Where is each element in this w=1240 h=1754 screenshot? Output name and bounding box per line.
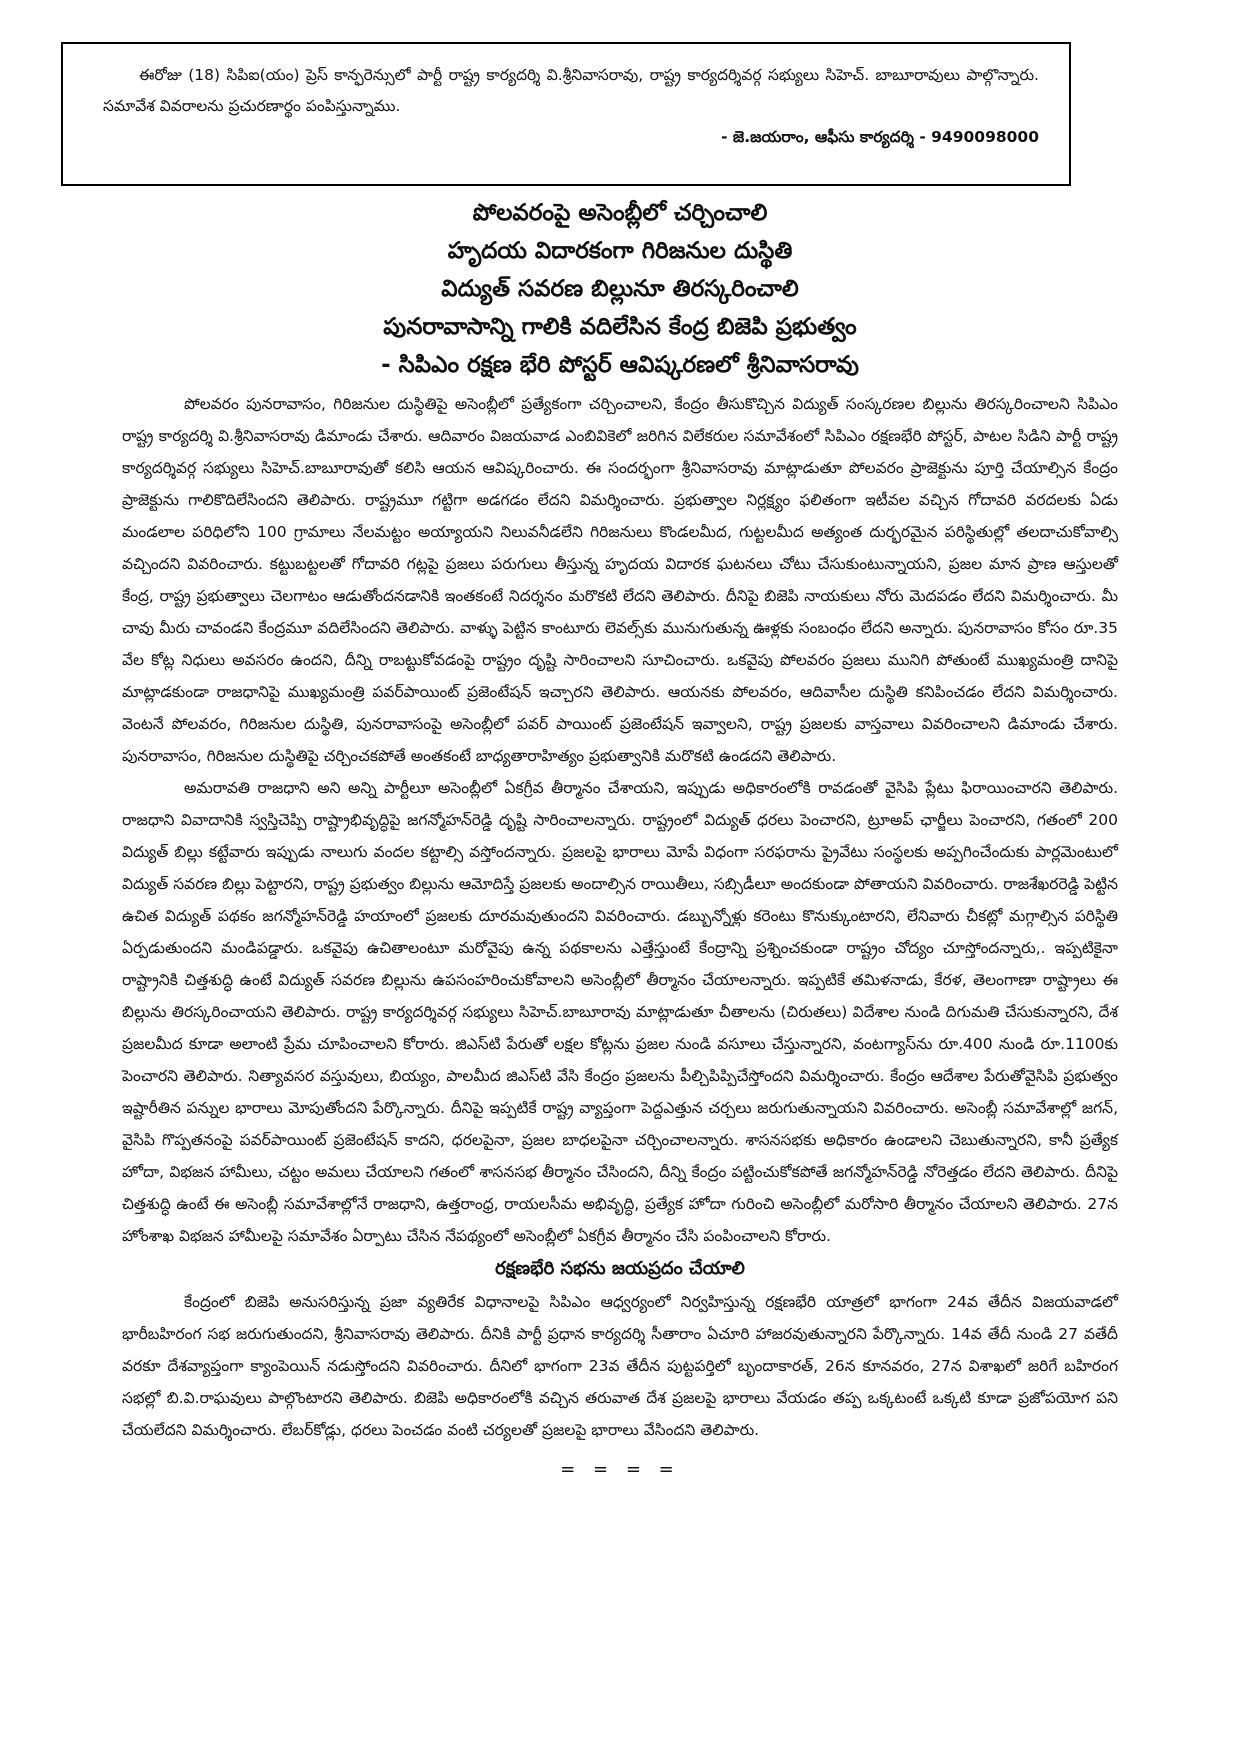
headline-5: - సిపిఎం రక్షణ భేరి పోస్టర్ ఆవిష్కరణలో శ్రీనివాసరావు	[381, 352, 859, 378]
headline-2: హృదయ విదారకంగా గిరిజనుల దుస్థితి	[447, 238, 793, 264]
paragraph-3: కేంద్రంలో బిజెపి అనుసరిస్తున్న ప్రజా వ్యతిరేక విధానాలపై సిపిఎం ఆధ్వర్యంలో నిర్వహిస్తున్న రక్షణభేరి యాత్రలో భాగంగా 24వ తేదీన విజయవాడలో భారీబహిరంగ సభ జరుగుతుందని, శ్రీనివాసరావు తెలిపారు. దీనికి పార్టీ ప్రధాన కార్యదర్శి సీతారాం ఏచూరి హాజరవుతున్నారని పేర్కొన్నారు. 14వ తేదీ నుండి 27 వతేదీ వరకూ దేశవ్యాప్తంగా క్యాంపెయిన్ నడుస్తోందని వివరించారు. దీనిలో భాగంగా 23వ తేదీన పుట్టపర్తిలో బృందాకారత్, 26న కూనవరం, 27న విశాఖలో జరిగే బహిరంగ సభల్లో బి.వి.రాఘవులు పాల్గొంటారని తెలిపారు. బిజెపి అధికారంలోకి వచ్చిన తరువాత దేశ ప్రజలపై భారాలు వేయడం తప్ప ఒక్కటంటే ఒక్కటి కూడా ప్రజోపయోగ పని చేయలేదని విమర్శించారు. లేబర్‌కోడ్లు, ధరలు పెంచడం వంటి చర్యలతో ప్రజలపై భారాలు వేసిందని తెలిపారు.	[122, 1293, 1118, 1439]
headline-3: విద్యుత్ సవరణ బిల్లునూ తిరస్కరించాలి	[441, 276, 799, 302]
paragraph-1: పోలవరం పునరావాసం, గిరిజనుల దుస్థితిపై అసెంబ్లీలో ప్రత్యేకంగా చర్చించాలని, కేంద్రం తీసుకొచ్చిన విద్యుత్ సంస్కరణల బిల్లును తిరస్కరించాలని సిపిఎం రాష్ట్ర కార్యదర్శి వి.శ్రీనివాసరావు డిమాండు చేశారు. ఆదివారం విజయవాడ ఎంబివికెలో జరిగిన విలేకరుల సమావేశంలో సిపిఎం రక్షణభేరి పోస్టర్, పాటల సిడిని పార్టీ రాష్ట్ర కార్యదర్శివర్గ సభ్యులు సిహెచ్.బాబూరావుతో కలిసి ఆయన ఆవిష్కరించారు. ఈ సందర్భంగా శ్రీనివాసరావు మాట్లాడుతూ పోలవరం ప్రాజెక్టును పూర్తి చేయాల్సిన కేంద్రం ప్రాజెక్టును గాలికొదిలేసిందని తెలిపారు. రాష్ట్రమూ గట్టిగా అడగడం లేదని విమర్శించారు. ప్రభుత్వాల నిర్లక్ష్యం ఫలితంగా ఇటీవల వచ్చిన గోదావరి వరదలకు ఏడు మండలాల పరిధిలోని 100 గ్రామాలు నేలమట్టం అయ్యాయని నిలువనీడలేని గిరిజనులు కొండలమీద, గుట్టలమీద అత్యంత దుర్భరమైన పరిస్థితుల్లో తలదాచుకోవాల్సి వచ్చిందని వివరించారు. కట్టుబట్టలతో గోదావరి గట్లపై ప్రజలు పరుగులు తీస్తున్న హృదయ విదారక ఘటనలు చోటు చేసుకుంటున్నాయని, ప్రజల మాన ప్రాణ ఆస్తులతో కేంద్ర, రాష్ట్ర ప్రభుత్వాలు చెలగాటం ఆడుతోందనడానికి ఇంతకంటే నిదర్శనం మరొకటి లేదని తెలిపారు. దీనిపై బిజెపి నాయకులు నోరు మెదపడం లేదని విమర్శించారు. మీ చావు మీరు చావండని కేంద్రమూ వదిలేసిందని తెలిపారు. వాళ్ళు పెట్టిన కాంటూరు లెవల్స్‌కు మునుగుతున్న ఊళ్లకు సంబంధం లేదని అన్నారు. పునరావాసం కోసం రూ.35 వేల కోట్ల నిధులు అవసరం ఉందని, దీన్ని రాబట్టుకోవడంపై రాష్ట్రం దృష్టి సారించాలని సూచించారు. ఒకవైపు పోలవరం ప్రజలు మునిగి పోతుంటే ముఖ్యమంత్రి దానిపై మాట్లాడకుండా రాజధానిపై ముఖ్యమంత్రి పవర్‌పాయింట్ ప్రజెంటేషన్ ఇచ్చారని తెలిపారు. ఆయనకు పోలవరం, ఆదివాసీల దుస్థితి కనిపించడం లేదని విమర్శించారు. వెంటనే పోలవరం, గిరిజనుల దుస్థితి, పునరావాసంపై అసెంబ్లీలో పవర్ పాయింట్ ప్రజెంటేషన్ ఇవ్వాలని, రాష్ట్ర ప్రజలకు వాస్తవాలు వివరించాలని డిమాండు చేశారు. పునరావాసం, గిరిజనుల దుస్థితిపై చర్చించకపోతే అంతకంటే బాధ్యతారాహిత్యం ప్రభుత్వానికి మరొకటి ఉండదని తెలిపారు.	[122, 395, 1118, 765]
end-mark: = = = =	[560, 1459, 680, 1480]
paragraph-2: అమరావతి రాజధాని అని అన్ని పార్టీలూ అసెంబ్లీలో ఏకగ్రీవ తీర్మానం చేశాయని, ఇప్పుడు అధికారంలోకి రావడంతో వైసిపి ప్లేటు ఫిరాయించారని తెలిపారు. రాజధాని వివాదానికి స్వస్తిచెప్పి రాష్ట్రాభివృద్ధిపై జగన్మోహన్‌రెడ్డి దృష్టి సారించాలన్నారు. రాష్ట్రంలో విద్యుత్ ధరలు పెంచారని, ట్రూఅప్ ఛార్జీలు పెంచారని, గతంలో 200 విద్యుత్ బిల్లు కట్టేవారు ఇప్పుడు నాలుగు వందల కట్టాల్సి వస్తోందన్నారు. ప్రజలపై భారాలు మోపే విధంగా సరఫరాను ప్రైవేటు సంస్థలకు అప్పగించేందుకు పార్లమెంటులో విద్యుత్ సవరణ బిల్లు పెట్టారని, రాష్ట్ర ప్రభుత్వం బిల్లును ఆమోదిస్తే ప్రజలకు అందాల్సిన రాయితీలు, సబ్సిడీలూ అందకుండా పోతాయని వివరించారు. రాజశేఖరరెడ్డి పెట్టిన ఉచిత విద్యుత్ పథకం జగన్మోహన్‌రెడ్డి హయాంలో ప్రజలకు దూరమవుతుందని వివరించారు. డబ్బున్నోళ్లు కరెంటు కొనుక్కుంటారని, లేనివారు చీకట్లో మగ్గాల్సిన పరిస్థితి ఏర్పడుతుందని మండిపడ్డారు. ఒకవైపు ఉచితాలంటూ మరోవైపు ఉన్న పథకాలను ఎత్తేస్తుంటే కేంద్రాన్ని ప్రశ్నించకుండా రాష్ట్రం చోద్యం చూస్తోందన్నారు,. ఇప్పటికైనా రాష్ట్రానికి చిత్తశుద్ధి ఉంటే విద్యుత్ సవరణ బిల్లును ఉపసంహరించుకోవాలని అసెంబ్లీలో తీర్మానం చేయాలన్నారు. ఇప్పటికే తమిళనాడు, కేరళ, తెలంగాణా రాష్ట్రాలు ఈ బిల్లును తిరస్కరించాయని తెలిపారు. రాష్ట్ర కార్యదర్శివర్గ సభ్యులు సిహెచ్.బాబూరావు మాట్లాడుతూ చీతాలను (చిరుతలు) విదేశాల నుండి దిగుమతి చేసుకున్నారని, దేశ ప్రజలమీద కూడా అలాంటి ప్రేమ చూపించాలని కోరారు. జిఎస్‌టి పేరుతో లక్షల కోట్లను ప్రజల నుండి వసూలు చేస్తున్నారని, వంటగ్యాస్‌ను రూ.400 నుండి రూ.1100కు పెంచారని తెలిపారు. నిత్యావసర వస్తువులు, బియ్యం, పాలమీద జిఎస్‌టి వేసి కేంద్రం ప్రజలను పీల్చిపిప్పిచేస్తోందని విమర్శించారు. కేంద్రం ఆదేశాల పేరుతోవైసిపి ప్రభుత్వం ఇష్టారీతిన పన్నుల భారాలు మోపుతోందని పేర్కొన్నారు. దీనిపై ఇప్పటికే రాష్ట్ర వ్యాప్తంగా పెద్దఎత్తున చర్చలు జరుగుతున్నాయని వివరించారు. అసెంబ్లీ సమావేశాల్లో జగన్, వైసిపి గొప్పతనంపై పవర్‌పాయింట్ ప్రజెంటేషన్ కాదని, ధరలపైనా, ప్రజల బాధలపైనా చర్చించాలన్నారు. శాసనసభకు అధికారం ఉండాలని చెబుతున్నారని, కానీ ప్రత్యేక హోదా, విభజన హామీలు, చట్టం అమలు చేయాలని గతంలో శాసనసభ తీర్మానం చేసిందని, దీన్ని కేంద్రం పట్టించుకోకపోతే జగన్మోహన్‌రెడ్డి నోరెత్తడం లేదని తెలిపారు. దీనిపై చిత్తశుద్ధి ఉంటే ఈ అసెంబ్లీ సమావేశాల్లోనే రాజధాని, ఉత్తరాంధ్ర, రాయలసీమ అభివృద్ధి, ప్రత్యేక హోదా గురించి అసెంబ్లీలో మరోసారి తీర్మానం చేయాలని తెలిపారు. 27న హోంశాఖ విభజన హామీలపై సమావేశం ఏర్పాటు చేసిన నేపథ్యంలో అసెంబ్లీలో ఏకగ్రీవ తీర్మానం చేసి పంపించాలని కోరారు.	[122, 779, 1118, 1245]
press-note-signature: - జె.జయరాం, ఆఫీసు కార్యదర్శి - 9490098000	[721, 128, 1039, 146]
press-note-text: ఈరోజు (18) సిపిఐ(యం) ప్రెస్ కాన్ఫరెన్సులో పార్టీ రాష్ట్ర కార్యదర్శి వి.శ్రీనివాసరావు, రాష్ట్ర కార్యదర్శివర్గ సభ్యులు సిహెచ్. బాబూరావులు పాల్గొన్నారు. సమావేశ వివరాలను ప్రచురణార్థం పంపిస్తున్నాము.	[103, 66, 1039, 115]
headline-block	[150, 194, 1090, 384]
section-subheading: రక్షణభేరి సభను జయప్రదం చేయాలి	[495, 1258, 745, 1279]
press-note-box	[61, 42, 1071, 186]
headline-4: పునరావాసాన్ని గాలికి వదిలేసిన కేంద్ర బిజెపి ప్రభుత్వం	[383, 314, 857, 340]
headline-1: పోలవరంపై అసెంబ్లీలో చర్చించాలి	[472, 200, 768, 226]
article-body	[122, 388, 1118, 1486]
